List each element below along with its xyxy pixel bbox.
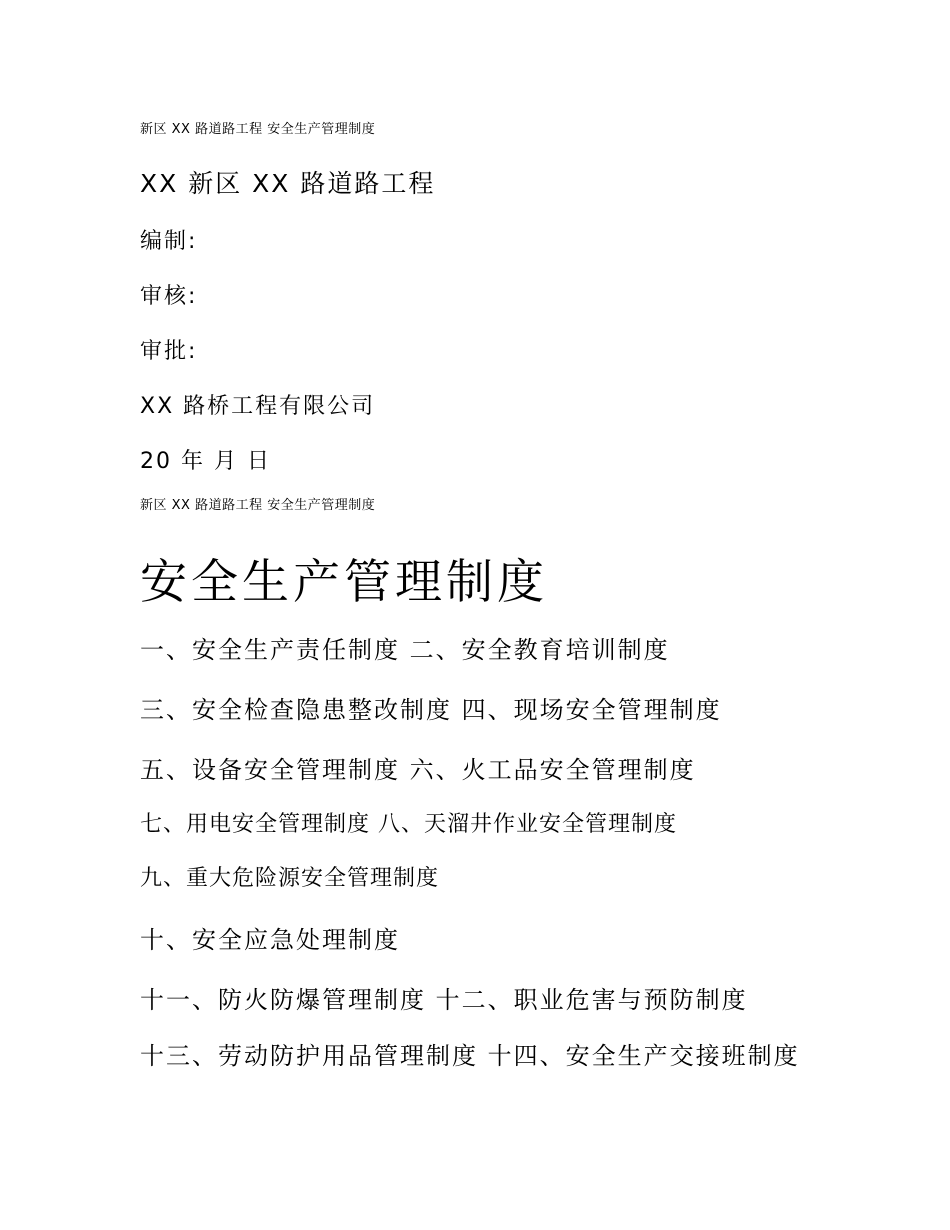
toc-item: 三、安全检查隐患整改制度 四、现场安全管理制度 <box>140 696 722 724</box>
toc-item: 九、重大危险源安全管理制度 <box>140 866 440 891</box>
compiled-by-label: 编制: <box>140 229 198 254</box>
running-header: 新区 XX 路道路工程 安全生产管理制度 <box>140 122 376 137</box>
reviewed-by-label: 审核: <box>140 284 198 309</box>
toc-item: 十、安全应急处理制度 <box>140 926 400 954</box>
company-name: XX 路桥工程有限公司 <box>140 394 376 419</box>
project-name: XX 新区 XX 路道路工程 <box>140 169 436 198</box>
toc-item: 七、用电安全管理制度 八、天溜井作业安全管理制度 <box>140 812 677 837</box>
toc-item: 一、安全生产责任制度 二、安全教育培训制度 <box>140 636 670 664</box>
approved-by-label: 审批: <box>140 339 198 364</box>
toc-item: 十三、劳动防护用品管理制度 十四、安全生产交接班制度 <box>140 1042 800 1070</box>
running-header: 新区 XX 路道路工程 安全生产管理制度 <box>140 498 376 513</box>
toc-item: 五、设备安全管理制度 六、火工品安全管理制度 <box>140 756 696 784</box>
page-title: 安全生产管理制度 <box>140 555 548 610</box>
toc-item: 十一、防火防爆管理制度 十二、职业危害与预防制度 <box>140 986 748 1014</box>
date-line: 20 年 月 日 <box>140 449 271 474</box>
